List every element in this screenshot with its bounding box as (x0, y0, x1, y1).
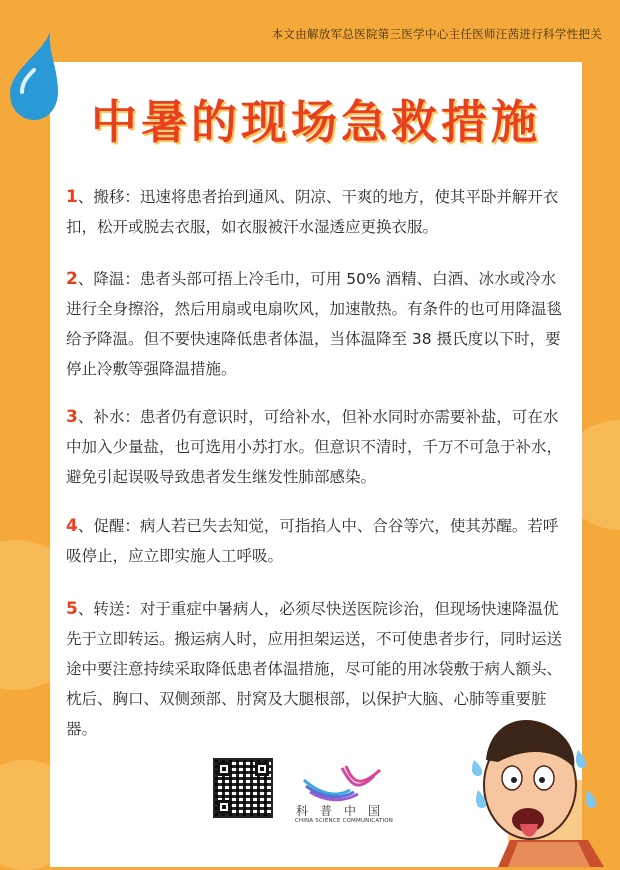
page-title: 中暑的现场急救措施 (91, 95, 541, 149)
logo-english-text: CHINA SCIENCE COMMUNICATION (294, 818, 394, 824)
section-text: 、转送：对于重症中暑病人，必须尽快送医院诊治，但现场快速降温优先于立即转运。搬运病人时，应用担架运送，不可使患者步行，同时运送途中要注意持续采取降低患者体温措施，尽可能的用冰袋敷于病人额头、枕后、胸口、双侧颈部、肘窝及大腿根部，以保护大脑、心肺等重要脏器。 (66, 600, 563, 738)
qr-code[interactable] (213, 758, 273, 818)
logo-chinese-text: 科普中国 (295, 804, 392, 818)
section-number: 4 (66, 516, 78, 536)
section-text: 、促醒：病人若已失去知觉，可指掐人中、合谷等穴，使其苏醒。若呼吸停止，应立即实施人工呼吸。 (66, 517, 559, 565)
section-text: 、降温：患者头部可捂上冷毛巾，可用 50% 酒精、白酒、冰水或冷水进行全身擦浴，然后用扇或电扇吹风，加速散热。有条件的也可用降温毯给予降温。但不要快速降低患者体温，当体温降至 38 摄氏度以下时，要停止冷敷等强降温措施。 (66, 270, 563, 378)
section-number: 5 (66, 599, 78, 619)
section-3 (66, 402, 566, 492)
section-number: 1 (66, 187, 78, 207)
attribution-text: 本文由解放军总医院第三医学中心主任医师汪茜进行科学性把关 (271, 27, 602, 41)
section-number: 2 (66, 269, 78, 289)
section-1 (66, 182, 566, 242)
section-2 (66, 264, 566, 384)
sweating-character-illustration (438, 690, 620, 867)
section-text: 、搬移：迅速将患者抬到通风、阴凉、干爽的地方，使其平卧并解开衣扣，松开或脱去衣服，如衣服被汗水湿透应更换衣服。 (66, 188, 559, 236)
section-number: 3 (66, 407, 78, 427)
section-4 (66, 511, 566, 571)
section-text: 、补水：患者仍有意识时，可给补水，但补水同时亦需要补盐，可在水中加入少量盐，也可选用小苏打水。但意识不清时，千万不可急于补水，避免引起误吸导致患者发生继发性肺部感染。 (66, 408, 563, 486)
